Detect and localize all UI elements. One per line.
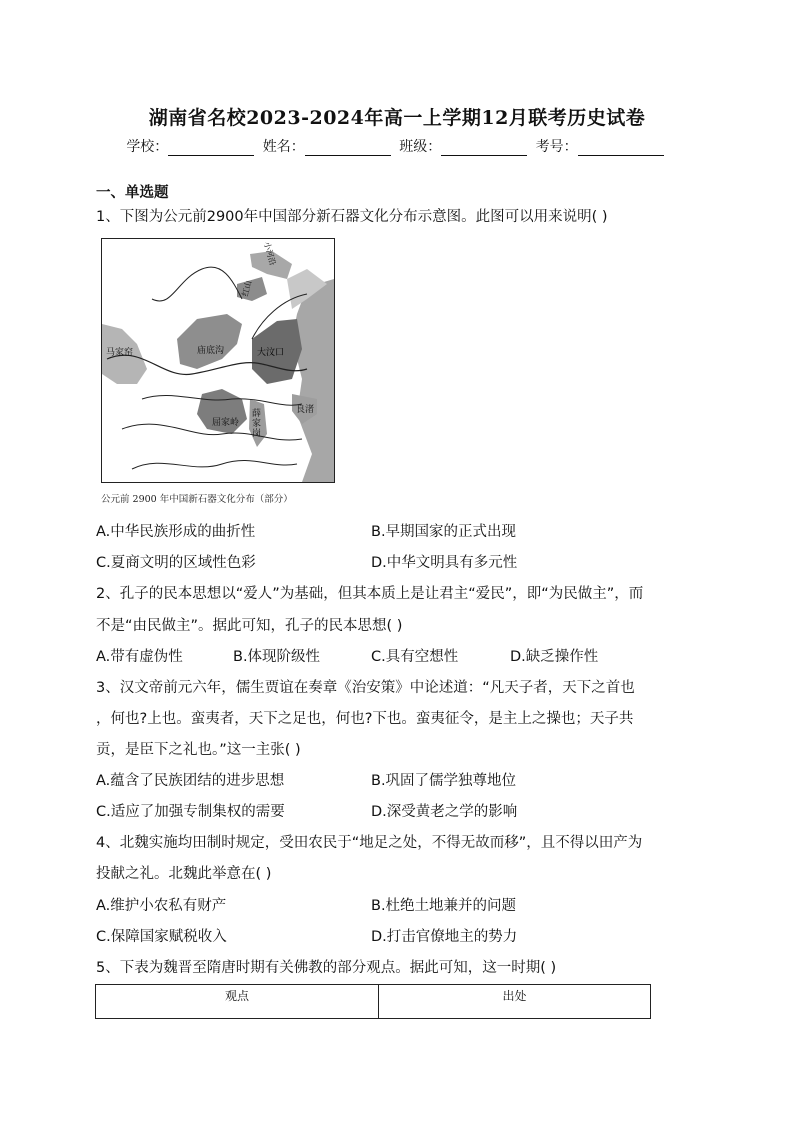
q3-option-c[interactable]: C.适应了加强专制集权的需要 xyxy=(96,804,285,820)
q3-stem-line2: ，何也?上也。蛮夷者，天下之足也，何也?下也。蛮夷征令，是主上之操也；天子共 xyxy=(96,711,634,727)
map-graphic xyxy=(102,239,334,482)
q5-stem: 5、下表为魏晋至隋唐时期有关佛教的部分观点。据此可知，这一时期( ) xyxy=(96,960,557,976)
map-label-xiaoheyan: 小河沿 xyxy=(262,240,278,267)
map-label-xuejiagang: 薛家岗 xyxy=(252,409,262,439)
q4-option-b[interactable]: B.杜绝土地兼并的问题 xyxy=(371,898,517,914)
q1-option-b[interactable]: B.早期国家的正式出现 xyxy=(371,524,517,540)
q3-option-d[interactable]: D.深受黄老之学的影响 xyxy=(371,804,518,820)
table-header-row xyxy=(96,985,651,1019)
q4-option-d[interactable]: D.打击官僚地主的势力 xyxy=(371,929,518,945)
map-label-dawenkou: 大汶口 xyxy=(257,348,285,358)
class-label: 班级： xyxy=(399,139,442,155)
q2-option-c[interactable]: C.具有空想性 xyxy=(371,649,459,665)
map-label-miaodigou: 庙底沟 xyxy=(197,346,225,356)
q1-stem: 1、下图为公元前2900年中国部分新石器文化分布示意图。此图可以用来说明( ) xyxy=(96,209,608,225)
q2-option-a[interactable]: A.带有虚伪性 xyxy=(96,649,183,665)
exam-title: 湖南省名校2023-2024年高一上学期12月联考历史试卷 xyxy=(148,107,646,129)
table-header-source: 出处 xyxy=(379,985,651,1019)
q4-option-c[interactable]: C.保障国家赋税收入 xyxy=(96,929,227,945)
q4-stem-line2: 投献之礼。北魏此举意在( ) xyxy=(96,866,272,882)
q3-option-a[interactable]: A.蕴含了民族团结的进步思想 xyxy=(96,773,285,789)
school-blank xyxy=(168,141,254,156)
map-label-qujialing: 屈家岭 xyxy=(212,418,240,428)
q4-option-a[interactable]: A.维护小农私有财产 xyxy=(96,898,227,914)
neolithic-map xyxy=(101,238,335,483)
q3-option-b[interactable]: B.巩固了儒学独尊地位 xyxy=(371,773,517,789)
map-label-majiayao: 马家窑 xyxy=(106,348,134,358)
q3-stem-line1: 3、汉文帝前元六年，儒生贾谊在奏章《治安策》中论述道：“凡天子者，天下之首也 xyxy=(96,680,635,696)
table-header-viewpoint: 观点 xyxy=(96,985,379,1019)
q5-table xyxy=(95,984,651,1019)
q3-stem-line3: 贡，是臣下之礼也。”这一主张( ) xyxy=(96,742,301,758)
map-caption: 公元前 2900 年中国新石器文化分布（部分） xyxy=(101,494,293,505)
name-label: 姓名： xyxy=(262,139,305,155)
q2-stem-line2: 不是“由民做主”。据此可知，孔子的民本思想( ) xyxy=(96,618,403,634)
section-heading: 一、单选题 xyxy=(96,185,169,201)
q1-option-c[interactable]: C.夏商文明的区域性色彩 xyxy=(96,555,256,571)
q2-option-b[interactable]: B.体现阶级性 xyxy=(233,649,321,665)
q2-stem-line1: 2、孔子的民本思想以“爱人”为基础，但其本质上是让君主“爱民”，即“为民做主”，而 xyxy=(96,586,644,602)
map-label-hongshan: 红山 xyxy=(240,279,254,298)
student-info-row xyxy=(0,136,794,156)
q1-option-a[interactable]: A.中华民族形成的曲折性 xyxy=(96,524,256,540)
name-blank xyxy=(305,141,391,156)
number-label: 考号： xyxy=(535,139,578,155)
class-blank xyxy=(441,141,527,156)
number-blank xyxy=(578,141,664,156)
map-label-liangzhu: 良渚 xyxy=(296,405,315,415)
q2-option-d[interactable]: D.缺乏操作性 xyxy=(510,649,599,665)
q4-stem-line1: 4、北魏实施均田制时规定，受田农民于“地足之处，不得无故而移”，且不得以田产为 xyxy=(96,835,643,851)
school-label: 学校： xyxy=(126,139,169,155)
q1-option-d[interactable]: D.中华文明具有多元性 xyxy=(371,555,518,571)
